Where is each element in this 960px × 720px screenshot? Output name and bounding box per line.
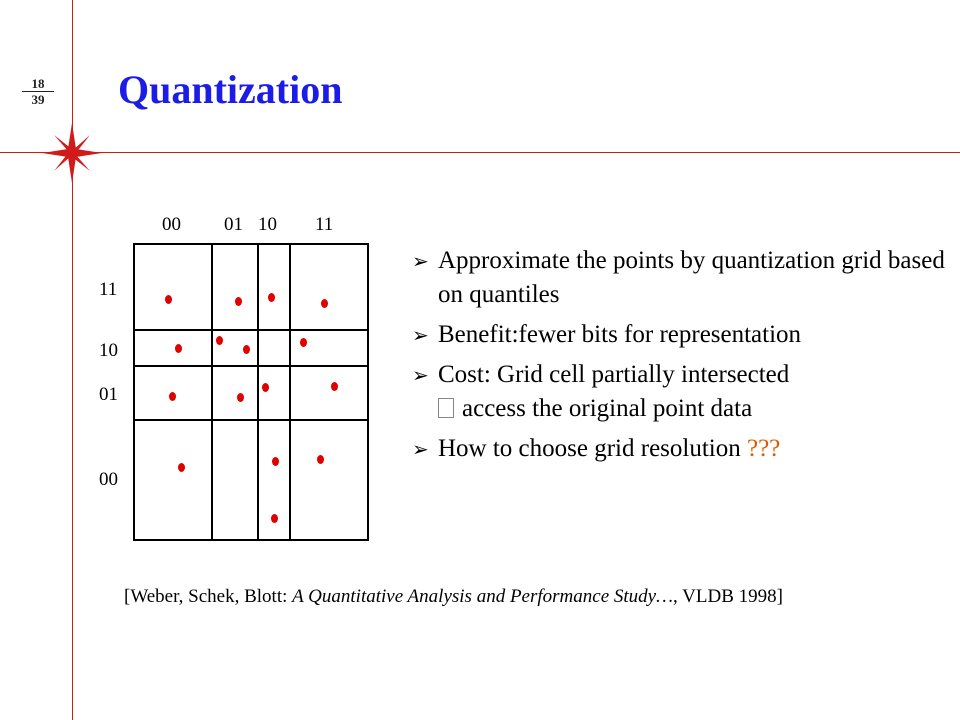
missing-glyph-icon [438,398,454,418]
data-point [300,338,307,347]
data-point [178,463,185,472]
data-point [331,382,338,391]
vertical-accent-line [72,0,73,720]
row-label-00: 00 [99,469,118,490]
column-label-11: 11 [315,214,334,235]
citation-venue: , VLDB 1998] [673,586,783,607]
slide-title: Quantization [118,67,343,112]
arrow-bullet-icon: ➢ [412,249,429,273]
data-point [216,336,223,345]
citation-title: A Quantitative Analysis and Performance Study… [292,586,673,607]
bullet-text: Cost: Grid cell partially intersected [438,361,790,388]
bullet-list [412,244,952,472]
grid-divider-horizontal [135,329,367,331]
bullet-sub-item [412,392,952,426]
bullet-text: Approximate the points by quantization grid based on quantiles [438,247,945,308]
bullet-item [412,358,952,392]
quantization-grid [133,243,369,541]
data-point [169,392,176,401]
grid-divider-vertical [289,245,291,539]
data-point [317,455,324,464]
arrow-bullet-icon: ➢ [412,323,429,347]
data-point [235,297,242,306]
bullet-item [412,244,952,312]
page-total: 39 [31,92,45,107]
star-icon [42,123,102,183]
column-label-01: 01 [224,214,243,235]
data-point [237,393,244,402]
data-point [271,514,278,523]
citation [124,586,783,608]
citation-authors: [Weber, Schek, Blott: [124,586,293,607]
bullet-text: Benefit:fewer bits for representation [438,321,802,348]
bullet-text: How to choose grid resolution [438,435,741,462]
arrow-bullet-icon: ➢ [412,437,429,461]
data-point [175,344,182,353]
row-label-11: 11 [99,279,118,300]
data-point [272,457,279,466]
data-point [321,299,328,308]
data-point [243,345,250,354]
column-label-00: 00 [162,214,181,235]
data-point [262,383,269,392]
column-label-10: 10 [258,214,277,235]
bullet-item [412,318,952,352]
page-current: 18 [22,76,54,92]
grid-divider-vertical [211,245,213,539]
grid-divider-vertical [257,245,259,539]
bullet-sub-text: access the original point data [462,395,753,422]
page-number [22,76,54,107]
bullet-item [412,432,952,466]
question-marks: ??? [746,435,781,462]
row-label-10: 10 [99,340,118,361]
data-point [268,293,275,302]
grid-divider-horizontal [135,365,367,367]
grid-divider-horizontal [135,419,367,421]
row-label-01: 01 [99,384,118,405]
horizontal-accent-line [0,152,960,153]
data-point [165,295,172,304]
arrow-bullet-icon: ➢ [412,363,429,387]
